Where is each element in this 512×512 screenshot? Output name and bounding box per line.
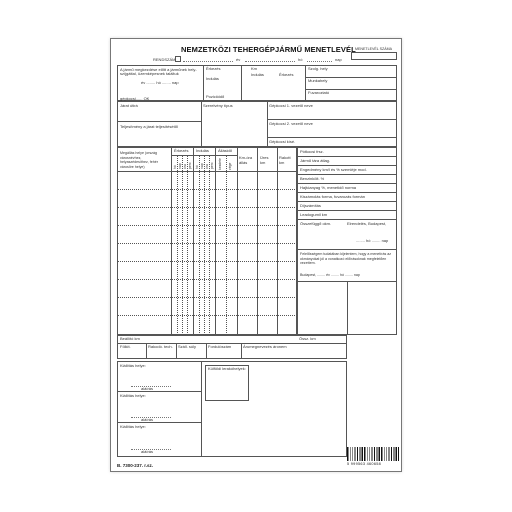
form-sheet: NEMZETKÖZI TEHERGÉPJÁRMŰ MENETLEVÉL MENETLEVÉL SZÁMA RENDSZÁM év hó nap A jármű megkezdése előtt a járműnek hely- szíjgáttal, üzemképesnek találtuk év ........ hó ........ nap gépkocsi...... OK Érkezés Indulás Pozicióidő Km Indulás Érkezés Szolg. hely Munkahely Fuvaroztató Járat útirá Teljesítmény a járat teljesítésétől Szerelvény típus Gépkocsi 1. vezető neve Gépkocsi 2. vezető neve Gépkocsi kísé. Megállás helye (ország városnévhez, helyaszédesíthez, fehér városlíre helye) Érkezés Indulás Állásidő Km-óra állás Üres km Rakott km hó nap óra perc hó nap óra perc kezdete vége Pótkocsi frsz. Jármű tára átlag. Engedmény km/l és % szemléje mod. Benzinkölt. % Hajtóanyag %, menetidő norma Kiszámolás forma, fuvarozás formán Díjszámítás Leadogumil km Összefüggő okm. Elrendelés, Budapest, ........ hó ........ nap Felelősségem tudatában kijelentem, hogy a menetírás az okmányokat jól a vonatkozó előírásoknak megfelelően vezettem. Budapest, ........ év ........ hó ........ nap Beállító km Össz. km Fölkit. Rakodó. tech. Száll. súly Fordulószám Árumegnevezés áronem Kiállítás helye: Külföldi lerakóhelyek: Kiállítás helye: Kiállítás helye: aláírás aláírás aláírás B. 7300-237. r.sz. 5 999563 460658: [110, 38, 402, 472]
page-title: NEMZETKÖZI TEHERGÉPJÁRMŰ MENETLEVÉL: [181, 45, 356, 54]
serial-number-field[interactable]: [351, 52, 397, 60]
route-label: Járat útirá: [120, 103, 138, 108]
plate-checkbox[interactable]: [175, 56, 181, 62]
serial-label: MENETLEVÉL SZÁMA: [355, 47, 393, 51]
barcode-number: 5 999563 460658: [347, 462, 382, 466]
stops-table: [117, 147, 297, 335]
barcode: [347, 447, 399, 461]
plate-label: RENDSZÁM: [153, 57, 176, 62]
form-code: B. 7300-237. r.sz.: [117, 463, 154, 468]
